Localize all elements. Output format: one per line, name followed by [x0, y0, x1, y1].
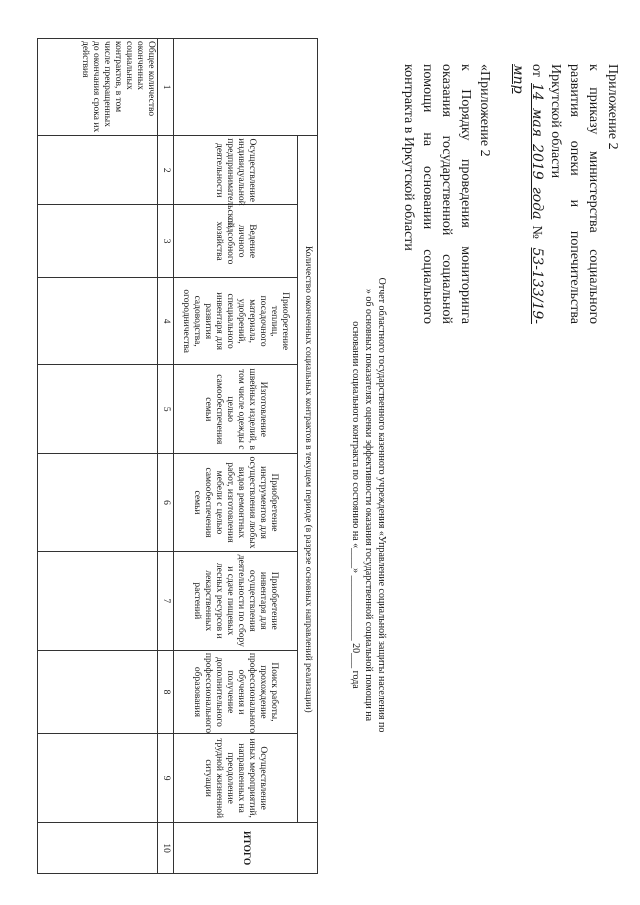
col-number-5: 5 [158, 365, 174, 454]
col-header-3: Ведение личного подсобного хозяйства [174, 205, 298, 278]
col-number-8: 8 [158, 650, 174, 733]
col-header-5: Изготовление швейных изделий, в том числе одежды с целью самообеспечения семьи [174, 365, 298, 454]
appendix-title: Приложение 2 [605, 64, 620, 150]
handwritten-number: 53-133/19-мпр [510, 64, 545, 325]
col-header-2: Осуществление индивидуальной предпринимательской деятельности [174, 136, 298, 205]
appendix-2-order-ref: к Порядку проведения мониторинга оказания государственной социальной помощи на основании социального контракта в Иркутской области [401, 64, 473, 324]
data-cell-10[interactable] [38, 823, 158, 874]
col-number-2: 2 [158, 136, 174, 205]
date-prefix: от [529, 64, 544, 77]
data-cell-5[interactable] [38, 365, 158, 454]
data-cell-8[interactable] [38, 650, 158, 733]
col-number-9: 9 [158, 734, 174, 823]
number-sign: № [529, 225, 544, 242]
report-title-line-3: основании социального контракта по состоянию на «____» _____________ 20___ года [350, 321, 361, 689]
col-header-8: Поиск работы, прохождение профессионального обучения и получение дополнительного профессионального образования [174, 650, 298, 733]
data-cell-4[interactable] [38, 278, 158, 365]
data-cell-7[interactable] [38, 551, 158, 650]
col-header-6: Приобретение инструментов для осуществления любых видов ремонтных работ, изготовления мебели с целью самообеспечения семьи [174, 454, 298, 551]
row-label-total-contracts: Общее количество оконченных социальных контрактов, в том числе прекращенных до окончания срока их действия [38, 39, 158, 136]
data-cell-6[interactable] [38, 454, 158, 551]
report-title-line-2: » об основных показателях оценки эффективности оказания государственной социальной помощи на [363, 288, 374, 722]
col-number-10: 10 [158, 823, 174, 874]
row-label-header-cell [174, 39, 318, 136]
group-header: Количество оконченных социальных контрактов в текущем периоде (в разрезе основных направлений реализации) [298, 136, 318, 823]
report-title-line-1: Отчет областного государственного казенного учреждения «Управление социальной защиты населения по [376, 277, 387, 733]
col-number-4: 4 [158, 278, 174, 365]
appendix-date-line [508, 64, 546, 324]
col-header-4: Приобретение теплиц, посадочного материала, удобрений, специального инвентаря для развития садоводства, огородничества [174, 278, 298, 365]
col-header-9: Осуществление иных мероприятий, направленных на преодоление трудной жизненной ситуации [174, 734, 298, 823]
col-number-6: 6 [158, 454, 174, 551]
data-cell-2[interactable] [38, 136, 158, 205]
col-number-1: 1 [158, 39, 174, 136]
col-number-3: 3 [158, 205, 174, 278]
appendix-order-ref: к приказу министерства социального развития опеки и попечительства Иркутской области [548, 64, 601, 324]
report-title [349, 195, 388, 815]
appendix-header [399, 64, 622, 324]
appendix-2-title: «Приложение 2 [477, 64, 492, 157]
col-number-7: 7 [158, 551, 174, 650]
data-cell-3[interactable] [38, 205, 158, 278]
col-header-7: Приобретение инвентаря для осуществления деятельности по сбору и сдаче пищевых лесных ресурсов и лекарственных растений [174, 551, 298, 650]
data-cell-9[interactable] [38, 734, 158, 823]
itogo-header: ИТОГО [174, 823, 318, 874]
handwritten-date: 14 мая 2019 года [529, 83, 545, 220]
report-table [37, 38, 318, 874]
